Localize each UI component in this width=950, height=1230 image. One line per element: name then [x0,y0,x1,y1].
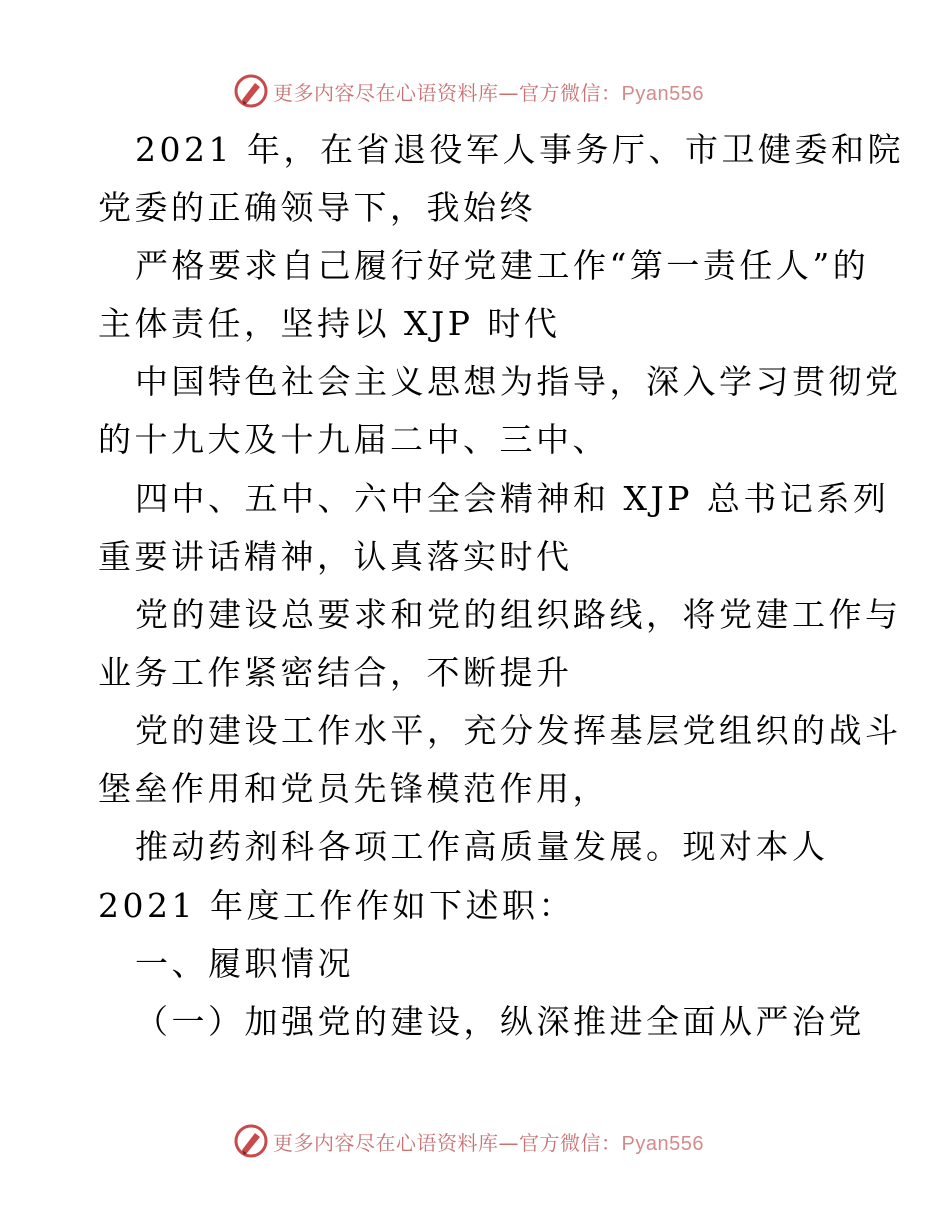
watermark-banner-bottom [233,1121,704,1161]
pen-logo-icon [233,1123,269,1159]
text-line: 主体责任，坚持以 XJP 时代 [98,303,561,343]
text-line: 的十九大及十九届二中、三中、 [98,419,609,459]
text-line: 2021 年度工作作如下述职： [98,885,575,925]
text-line: 中国特色社会主义思想为指导，深入学习贯彻党 [135,361,902,401]
text-line: 党委的正确领导下，我始终 [98,187,536,227]
watermark-text: 更多内容尽在心语资料库—官方微信：Pyan556 [273,80,704,105]
text-line: 党的建设工作水平，充分发挥基层党组织的战斗 [135,710,902,750]
subsection-heading: （一）加强党的建设，纵深推进全面从严治党 [135,1001,865,1041]
text-line: 2021 年，在省退役军人事务厅、市卫健委和院 [135,129,904,169]
text-line: 严格要求自己履行好党建工作“第一责任人”的 [135,245,870,285]
text-line: 推动药剂科各项工作高质量发展。现对本人 [135,826,829,866]
watermark-banner-top [233,71,704,111]
text-line: 重要讲话精神，认真落实时代 [98,536,573,576]
pen-logo-icon [233,73,269,109]
text-line: 四中、五中、六中全会精神和 XJP 总书记系列 [135,478,890,518]
watermark-text: 更多内容尽在心语资料库—官方微信：Pyan556 [273,1130,704,1155]
text-line: 堡垒作用和党员先锋模范作用， [98,768,609,808]
text-line: 业务工作紧密结合，不断提升 [98,652,573,692]
text-line: 党的建设总要求和党的组织路线，将党建工作与 [135,594,902,634]
section-heading: 一、履职情况 [135,943,354,983]
